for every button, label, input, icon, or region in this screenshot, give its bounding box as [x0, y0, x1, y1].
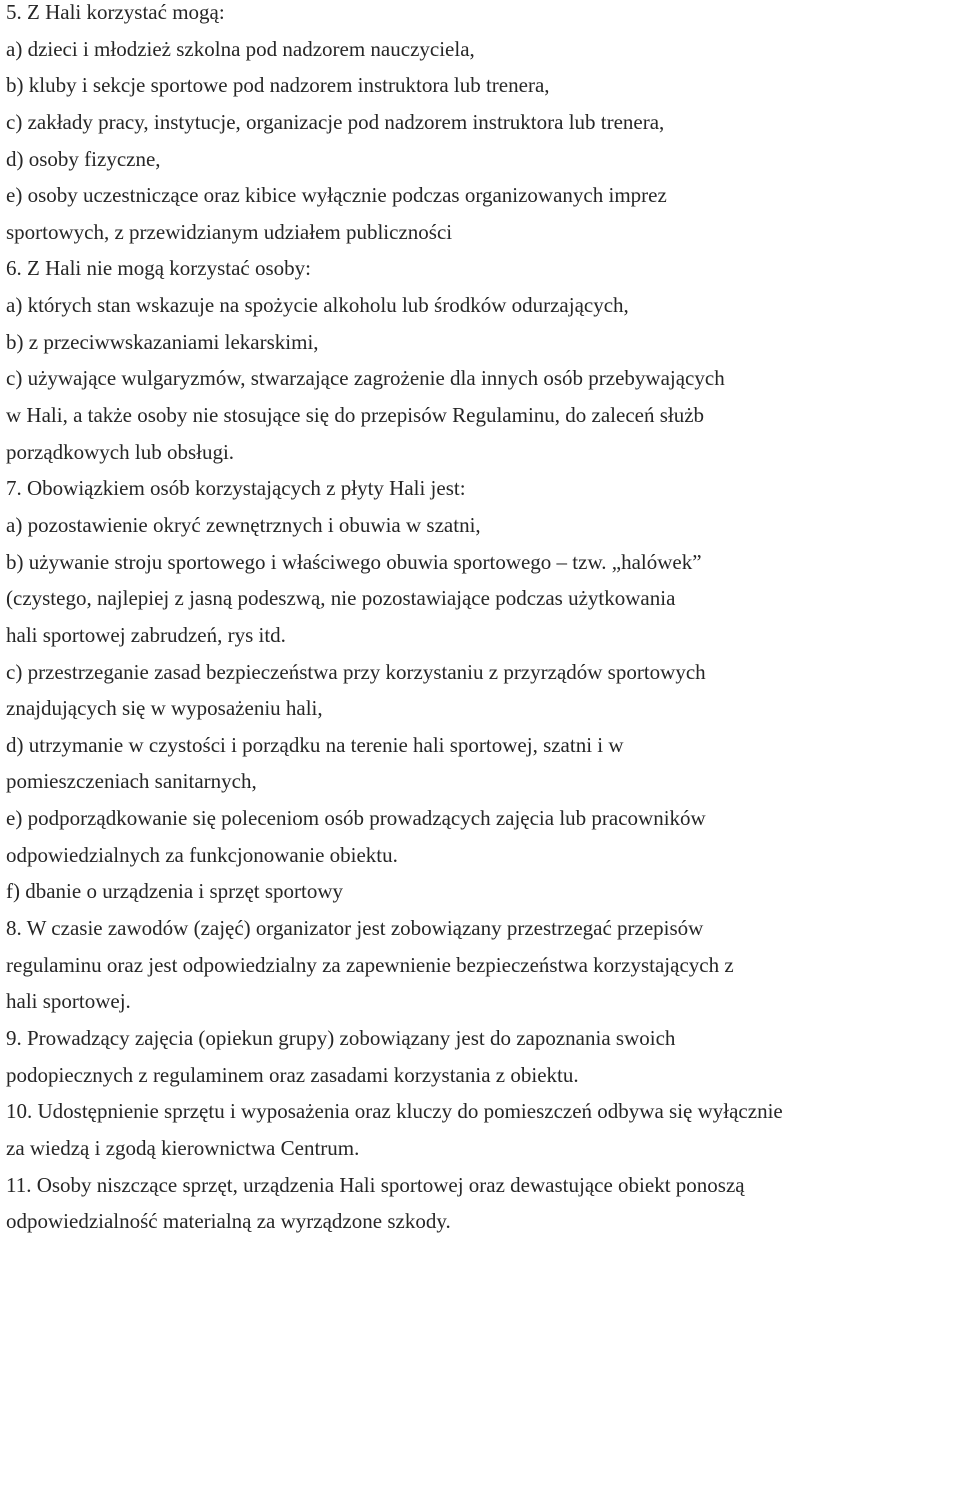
text-line: d) osoby fizyczne, [6, 146, 161, 171]
text-line: c) zakłady pracy, instytucje, organizacje pod nadzorem instruktora lub trenera, [6, 109, 665, 134]
text-line: e) podporządkowanie się poleceniom osób prowadzących zajęcia lub pracowników [6, 806, 706, 831]
text-line: 10. Udostępnienie sprzętu i wyposażenia oraz kluczy do pomieszczeń odbywa się wyłącznie [6, 1099, 783, 1124]
text-line: e) osoby uczestniczące oraz kibice wyłącznie podczas organizowanych imprez [6, 183, 667, 208]
text-line: hali sportowej. [6, 989, 131, 1014]
text-line: 8. W czasie zawodów (zajęć) organizator jest zobowiązany przestrzegać przepisów [6, 916, 704, 941]
text-line: a) pozostawienie okryć zewnętrznych i obuwia w szatni, [6, 512, 481, 537]
text-line: porządkowych lub obsługi. [6, 439, 235, 464]
text-line: 5. Z Hali korzystać mogą: [6, 0, 225, 24]
text-line: d) utrzymanie w czystości i porządku na terenie hali sportowej, szatni i w [6, 732, 624, 757]
text-line: regulaminu oraz jest odpowiedzialny za zapewnienie bezpieczeństwa korzystających z [6, 952, 734, 977]
text-line: odpowiedzialność materialną za wyrządzone szkody. [6, 1209, 451, 1234]
text-line: za wiedzą i zgodą kierownictwa Centrum. [6, 1135, 360, 1160]
text-line: podopiecznych z regulaminem oraz zasadami korzystania z obiektu. [6, 1062, 579, 1087]
text-line: (czystego, najlepiej z jasną podeszwą, nie pozostawiające podczas użytkowania [6, 586, 676, 611]
text-line: 7. Obowiązkiem osób korzystających z płyty Hali jest: [6, 476, 466, 501]
text-line: b) z przeciwwskazaniami lekarskimi, [6, 329, 319, 354]
text-line: w Hali, a także osoby nie stosujące się do przepisów Regulaminu, do zaleceń służb [6, 403, 705, 428]
text-line: 6. Z Hali nie mogą korzystać osoby: [6, 256, 312, 281]
text-line: a) dzieci i młodzież szkolna pod nadzorem nauczyciela, [6, 36, 475, 61]
text-line: a) których stan wskazuje na spożycie alkoholu lub środków odurzających, [6, 293, 629, 318]
text-line: f) dbanie o urządzenia i sprzęt sportowy [6, 879, 344, 904]
text-line: hali sportowej zabrudzeń, rys itd. [6, 622, 286, 647]
text-line: c) przestrzeganie zasad bezpieczeństwa przy korzystaniu z przyrządów sportowych [6, 659, 706, 684]
text-line: c) używające wulgaryzmów, stwarzające zagrożenie dla innych osób przebywających [6, 366, 725, 391]
text-line: sportowych, z przewidzianym udziałem publiczności [6, 219, 453, 244]
text-line: b) kluby i sekcje sportowe pod nadzorem instruktora lub trenera, [6, 73, 550, 98]
text-line: b) używanie stroju sportowego i właściwego obuwia sportowego – tzw. „halówek” [6, 549, 702, 574]
text-line: 9. Prowadzący zajęcia (opiekun grupy) zobowiązany jest do zapoznania swoich [6, 1025, 676, 1050]
text-line: odpowiedzialnych za funkcjonowanie obiektu. [6, 842, 398, 867]
text-line: znajdujących się w wyposażeniu hali, [6, 696, 323, 721]
text-line: pomieszczeniach sanitarnych, [6, 769, 257, 794]
text-line: 11. Osoby niszczące sprzęt, urządzenia Hali sportowej oraz dewastujące obiekt ponoszą [6, 1172, 745, 1197]
